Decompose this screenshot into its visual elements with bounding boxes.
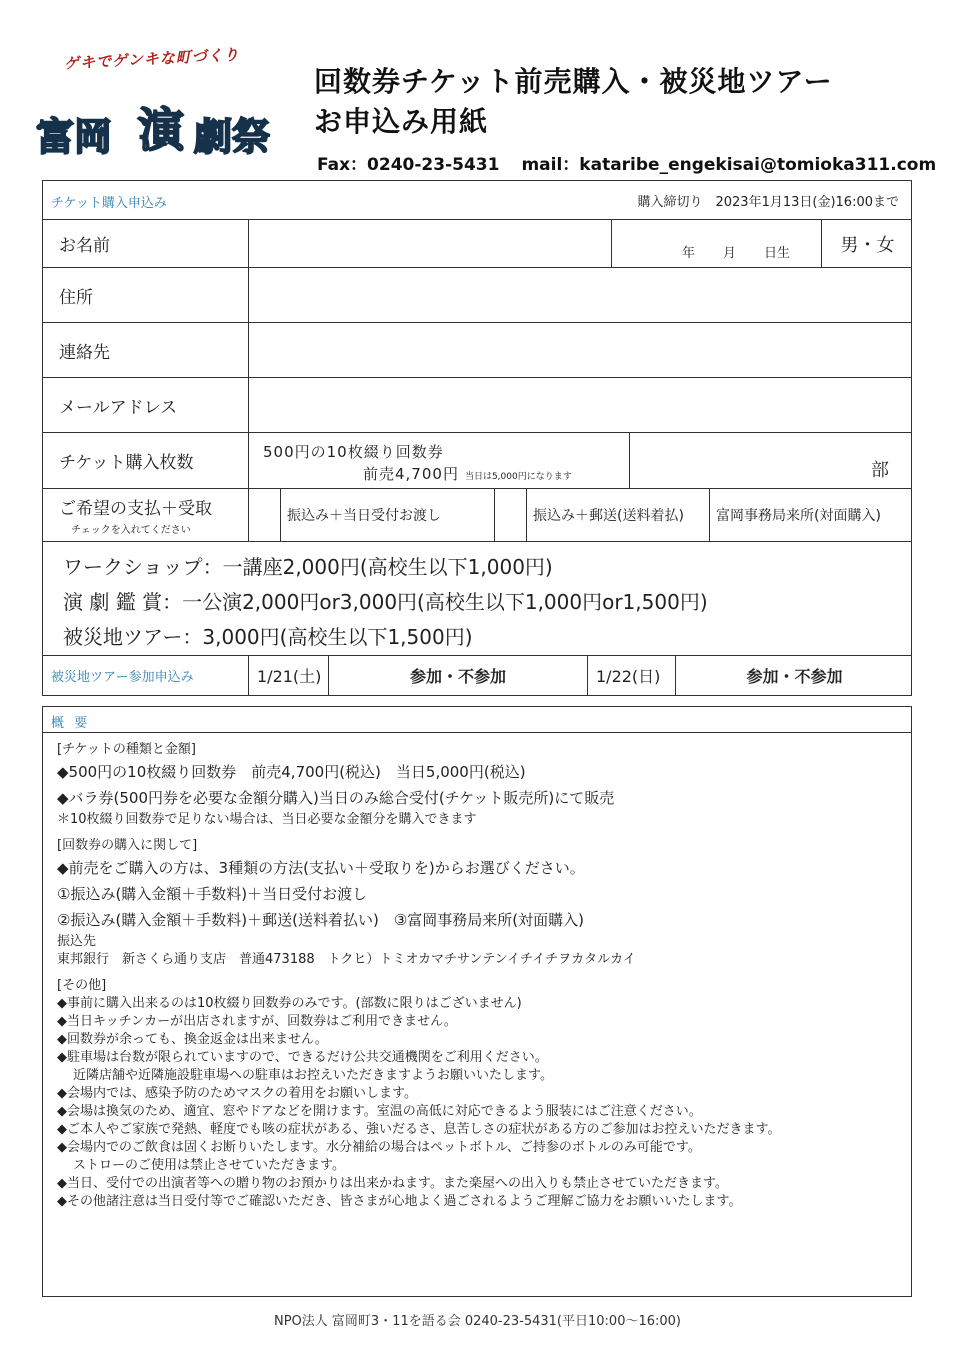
overview-line: [チケットの種類と金額]: [57, 742, 196, 757]
overview-line: ◆その他諸注意は当日受付等でご確認いただき、皆さまが心地よく過ごされるようご理解ご協力をお願いいたします。: [57, 1194, 742, 1209]
address-row: [43, 267, 911, 322]
overview-line: ②振込み(購入金額＋手数料)＋郵送(送料着払い) ③富岡事務局来所(対面購入): [57, 911, 585, 929]
logo-brand-part: 富岡: [36, 114, 113, 159]
logo-slogan: ゲキでゲンキな町づくり: [63, 45, 241, 73]
tour-choice-2[interactable]: 参加・不参加: [675, 656, 913, 695]
name-label: お名前: [59, 236, 110, 256]
overview-line: ◆ご本人やご家族で発熱、軽度でも咳の症状がある、強いだるさ、息苦しさの症状がある方のご参加はお控えいただきます。: [57, 1122, 781, 1137]
overview-line: ストローのご使用は禁止させていただきます。: [73, 1158, 345, 1173]
tickets-row: [43, 432, 911, 488]
tickets-label: チケット購入枚数: [59, 453, 194, 473]
form-section-title: チケット購入申込み: [51, 196, 167, 211]
birthdate-field[interactable]: [611, 220, 821, 267]
payment-row: [43, 488, 911, 541]
title-line: お申込み用紙: [314, 105, 489, 138]
tour-row: [43, 655, 911, 695]
prices-row: [43, 541, 911, 655]
overview-line: [その他]: [57, 978, 107, 993]
logo-brand-part: 劇祭: [194, 114, 271, 159]
form-header-row: [43, 181, 911, 219]
overview-line: ＊10枚綴り回数券で足りない場合は、当日必要な金額分を購入できます: [57, 812, 477, 827]
overview-line: 東邦銀行 新さくら通り支店 普通473188 トクヒ）トミオカマチサンテンイチイチヲカタルカイ: [57, 952, 636, 967]
tour-choice-1[interactable]: 参加・不参加: [328, 656, 587, 695]
logo-brand: [34, 94, 292, 164]
tour-date-2: 1/22(日): [587, 656, 675, 695]
ticket-quantity-field[interactable]: 部: [629, 433, 913, 488]
logo: [34, 45, 292, 166]
fax-number: Fax：0240-23-5431: [317, 155, 500, 175]
address-field[interactable]: [248, 268, 913, 322]
footer: NPO法人 富岡町3・11を語る会 0240-23-5431(平日10:00～16:00): [273, 1314, 682, 1329]
overview-line: ◆バラ券(500円券を必要な金額分購入)当日のみ総合受付(チケット販売所)にて販売: [57, 789, 615, 807]
overview-line: ◆回数券が余っても、換金返金は出来ません。: [57, 1032, 328, 1047]
overview-line: [回数券の購入に関して]: [57, 838, 198, 853]
payment-label: ご希望の支払＋受取 チェックを入れてください: [59, 499, 212, 536]
tour-label: 被災地ツアー参加申込み: [51, 670, 194, 685]
email-field[interactable]: [248, 378, 913, 432]
overview-heading: 概 要: [43, 707, 911, 733]
payment-option-1: 振込み＋当日受付お渡し: [280, 489, 494, 541]
overview-line: ◆前売をご購入の方は、3種類の方法(支払い＋受取りを)からお選びください。: [57, 859, 585, 877]
price-list: [63, 550, 708, 655]
overview-line: ◆会場内でのご飲食は固くお断りいたします。水分補給の場合はペットボトル、ご持参のボトルのみ可能です。: [57, 1140, 701, 1155]
payment-option-2: 振込み＋郵送(送料着払): [526, 489, 709, 541]
overview-line: ◆会場は換気のため、適宜、窓やドアなどを開けます。室温の高低に対応できるよう服装にはご注意ください。: [57, 1104, 702, 1119]
logo-brand-part: 演: [138, 103, 184, 157]
page-title: [314, 62, 833, 142]
ticket-description: 500円の10枚綴り回数券 前売4,700円 当日は5,000円になります: [248, 433, 629, 488]
tour-date-1: 1/21(土): [248, 656, 328, 695]
price-item: ワークショップ：一講座2,000円(高校生以下1,000円): [63, 555, 553, 579]
contact-row: [43, 322, 911, 377]
overview-box: [42, 706, 912, 1297]
overview-line: ◆事前に購入出来るのは10枚綴り回数券のみです。(部数に限りはございません): [57, 996, 522, 1011]
name-field[interactable]: [248, 220, 611, 267]
mail-address[interactable]: mail：kataribe_engekisai@tomioka311.com: [521, 155, 937, 175]
contact-label: 連絡先: [59, 342, 110, 363]
overview-line: ◆当日キッチンカーが出店されますが、回数券はご利用できません。: [57, 1014, 457, 1029]
email-row: [43, 377, 911, 432]
name-row: [43, 219, 911, 267]
overview-line: ◆当日、受付での出演者等への贈り物のお預かりは出来かねます。また楽屋への出入りも禁止させていただきます。: [57, 1176, 728, 1191]
overview-line: ◆500円の10枚綴り回数券 前売4,700円(税込) 当日5,000円(税込): [57, 763, 526, 781]
overview-line: 振込先: [57, 934, 97, 949]
payment-checkbox-1[interactable]: [248, 489, 280, 541]
overview-line: ◆会場内では、感染予防のためマスクの着用をお願いします。: [57, 1086, 417, 1101]
deadline: 購入締切り 2023年1月13日(金)16:00まで: [637, 195, 899, 210]
payment-option-3: 富岡事務局来所(対面購入): [709, 489, 913, 541]
purchase-form: [42, 180, 912, 696]
payment-checkbox-2[interactable]: [494, 489, 526, 541]
email-label: メールアドレス: [59, 397, 178, 418]
address-label: 住所: [59, 287, 93, 308]
birthdate-units: 年 月 日生: [682, 246, 791, 261]
title-line: 回数券チケット前売購入・被災地ツアー: [314, 65, 833, 98]
overview-line: ◆駐車場は台数が限られていますので、できるだけ公共交通機関をご利用ください。: [57, 1050, 548, 1065]
sex-choice[interactable]: 男・女: [821, 220, 913, 267]
price-item: 被災地ツアー：3,000円(高校生以下1,500円): [63, 625, 473, 649]
overview-line: ①振込み(購入金額＋手数料)＋当日受付お渡し: [57, 885, 368, 903]
overview-line: 近隣店舗や近隣施設駐車場への駐車はお控えいただきますようお願いいたします。: [73, 1068, 553, 1083]
price-item: 演 劇 鑑 賞：一公演2,000円or3,000円(高校生以下1,000円or1,500円): [63, 590, 708, 614]
contact-field[interactable]: [248, 323, 913, 377]
contact-info: [317, 150, 936, 175]
overview-body: [57, 741, 901, 1211]
